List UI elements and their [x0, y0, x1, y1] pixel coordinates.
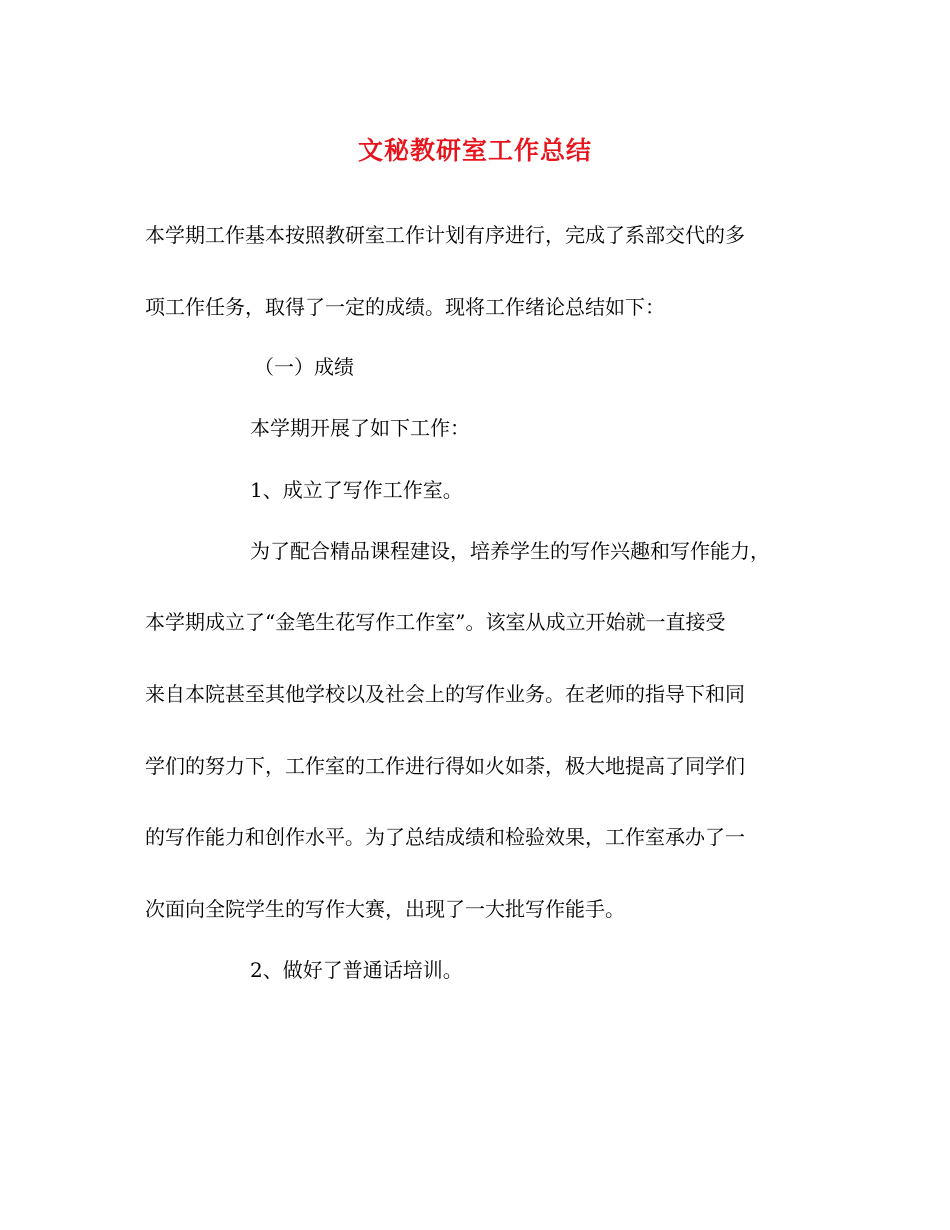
- document-title: 文秘教研室工作总结: [357, 136, 592, 165]
- paragraph-line-9: 次面向全院学生的写作大赛，出现了一大批写作能手。: [145, 897, 625, 921]
- paragraph-line-2: 项工作任务，取得了一定的成绩。现将工作绪论总结如下：: [145, 295, 665, 319]
- list-item-1-heading: 1、成立了写作工作室。: [250, 478, 463, 502]
- paragraph-line-6: 来自本院甚至其他学校以及社会上的写作业务。在老师的指导下和同: [145, 682, 745, 706]
- list-item-2-heading: 2、做好了普通话培训。: [250, 958, 463, 982]
- paragraph-line-7: 学们的努力下，工作室的工作进行得如火如荼，极大地提高了同学们: [145, 754, 745, 778]
- paragraph-line-4: 为了配合精品课程建设，培养学生的写作兴趣和写作能力，: [250, 539, 770, 563]
- paragraph-line-3: 本学期开展了如下工作：: [250, 416, 470, 440]
- paragraph-line-1: 本学期工作基本按照教研室工作计划有序进行，完成了系部交代的多: [145, 223, 745, 247]
- paragraph-line-5: 本学期成立了“金笔生花写作工作室”。该室从成立开始就一直接受: [145, 610, 726, 634]
- section-heading-achievements: （一）成绩: [254, 355, 354, 379]
- paragraph-line-8: 的写作能力和创作水平。为了总结成绩和检验效果，工作室承办了一: [145, 825, 745, 849]
